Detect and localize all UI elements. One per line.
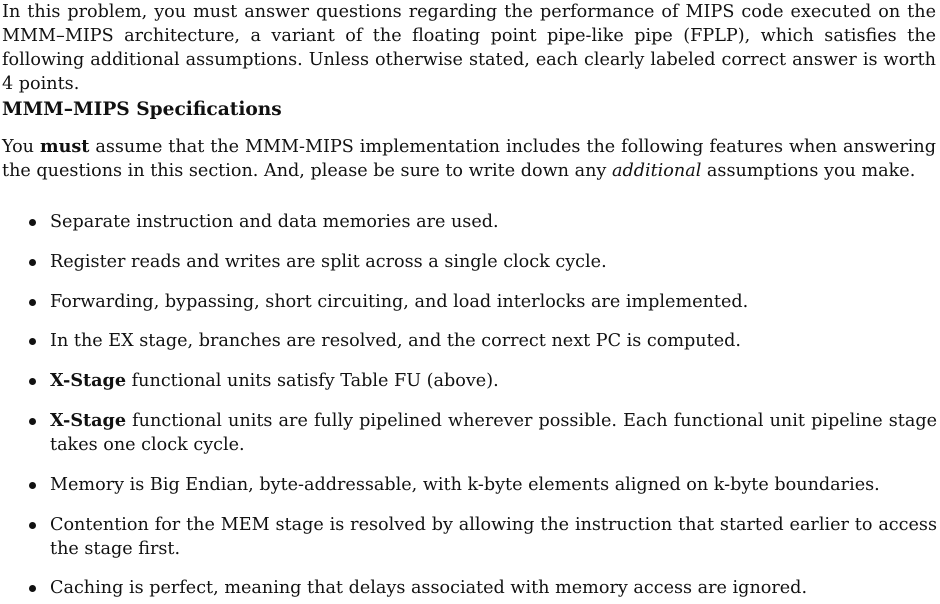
bullet-icon xyxy=(29,522,36,529)
spec-intro-text-1: You xyxy=(2,137,40,157)
bullet-icon xyxy=(29,482,36,489)
bullet-bold-term: X-Stage xyxy=(50,370,127,391)
bullet-icon xyxy=(29,585,36,592)
list-item xyxy=(29,369,937,393)
bullet-text: Caching is perfect, meaning that delays associated with memory access are ignored. xyxy=(50,578,808,598)
section-heading: MMM–MIPS Specifications xyxy=(2,99,282,120)
bullet-rest-text: functional units are fully pipelined wherever possible. Each functional unit pipeline stage takes one clock cycle. xyxy=(50,411,937,455)
spec-intro-text-3: assumptions you make. xyxy=(701,161,916,181)
list-item xyxy=(29,329,937,353)
list-item xyxy=(29,576,937,600)
spec-intro-text-2: assume that the MMM-MIPS implementation includes the following features when answering the questions in this section. And, please be sure to write down any xyxy=(2,137,936,181)
bullet-icon xyxy=(29,378,36,385)
bullet-icon xyxy=(29,338,36,345)
bullet-icon xyxy=(29,418,36,425)
bullet-text: In the EX stage, branches are resolved, and the correct next PC is computed. xyxy=(50,331,741,351)
bullet-text: Separate instruction and data memories are used. xyxy=(50,212,499,232)
bullet-icon xyxy=(29,299,36,306)
list-item xyxy=(29,250,937,274)
list-item xyxy=(29,210,937,234)
list-item xyxy=(29,513,937,561)
bullet-text xyxy=(50,369,937,393)
bullet-icon xyxy=(29,219,36,226)
bullet-text: Memory is Big Endian, byte-addressable, with k-byte elements aligned on k-byte boundaries. xyxy=(50,475,880,495)
intro-paragraph: In this problem, you must answer questions regarding the performance of MIPS code executed on the MMM–MIPS architecture, a variant of the floating point pipe-like pipe (FPLP), which satisfies the following additional assumptions. Unless otherwise stated, each clearly labeled correct answer is worth 4 points. xyxy=(2,2,936,94)
bullet-text: Register reads and writes are split across a single clock cycle. xyxy=(50,252,607,272)
bullet-text xyxy=(50,409,937,457)
list-item xyxy=(29,473,937,497)
bullet-rest-text: functional units satisfy Table FU (above). xyxy=(126,371,499,391)
bullet-text: Contention for the MEM stage is resolved by allowing the instruction that started earlier to access the stage first. xyxy=(50,515,937,559)
bullet-icon xyxy=(29,259,36,266)
bullet-text: Forwarding, bypassing, short circuiting, and load interlocks are implemented. xyxy=(50,292,749,312)
bullet-bold-term: X-Stage xyxy=(50,410,127,431)
list-item xyxy=(29,409,937,457)
spec-intro-additional: additional xyxy=(611,161,702,181)
spec-intro-must: must xyxy=(39,136,90,157)
list-item xyxy=(29,290,937,314)
